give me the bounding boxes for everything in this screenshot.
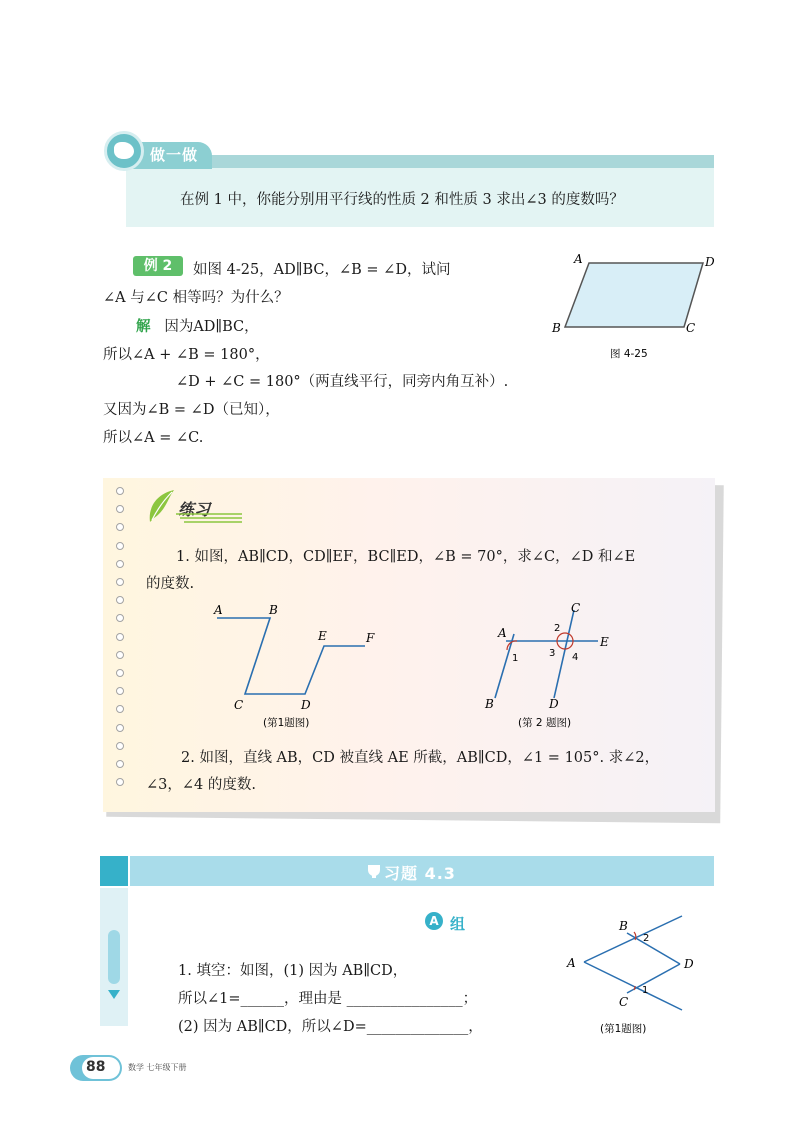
fig-caption: 图 4-25	[610, 348, 648, 360]
p1-label-f: F	[366, 631, 375, 645]
p1-label-b: B	[269, 603, 278, 617]
solution-first-line	[136, 315, 259, 336]
p1-label-e: E	[318, 629, 327, 643]
scroll-indicator	[108, 930, 120, 984]
p1-label-d: D	[301, 698, 311, 712]
binder-ring	[116, 669, 124, 677]
p1-caption: (第1题图)	[263, 717, 310, 729]
hand-icon	[114, 142, 134, 159]
p2-angle-1: 1	[512, 653, 519, 664]
p2-angle-3: 3	[549, 648, 556, 659]
p2-label-b: B	[485, 697, 494, 711]
activity-title: 做一做	[150, 146, 199, 164]
fig-label-a: A	[574, 252, 583, 266]
p1-label-c: C	[234, 698, 244, 712]
binder-ring	[116, 651, 124, 659]
exercise-q1-line-3: (2) 因为 AB∥CD，所以∠D=______________，	[178, 1019, 483, 1035]
ex-label-b: B	[619, 919, 628, 933]
ex-label-c: C	[619, 995, 629, 1009]
parallelogram-shape	[565, 263, 703, 327]
ex-angle-2: 2	[643, 933, 650, 944]
practice-figure-1	[205, 598, 395, 730]
practice-figure-2	[478, 598, 628, 733]
title-underline	[176, 512, 242, 524]
p2-label-d: D	[549, 697, 559, 711]
binder-ring	[116, 578, 124, 586]
fig-label-b: B	[552, 321, 561, 335]
cup-icon	[366, 862, 382, 880]
practice-q1-line-1: 1. 如图，AB∥CD，CD∥EF，BC∥ED，∠B = 70°，求∠C，∠D 和∠E	[176, 549, 636, 565]
exercise-title: 习题 4.3	[384, 864, 456, 883]
activity-text: 在例 1 中，你能分别用平行线的性质 2 和性质 3 求出∠3 的度数吗？	[180, 192, 624, 208]
down-arrow-icon	[108, 990, 120, 999]
ex-angle-1: 1	[642, 985, 649, 996]
p1-label-a: A	[214, 603, 223, 617]
solution-line-1: 所以∠A + ∠B = 180°，	[103, 347, 270, 363]
example-badge: 例 2	[133, 256, 183, 276]
binder-ring	[116, 487, 124, 495]
binder-ring	[116, 742, 124, 750]
exercise-q1-line-2: 所以∠1=______，理由是 ________________；	[178, 991, 478, 1007]
group-a-badge: A	[425, 912, 443, 930]
solution-line-0: 因为AD∥BC，	[164, 319, 259, 335]
solution-line-3: 又因为∠B = ∠D（已知），	[103, 402, 280, 418]
p2-caption: (第 2 题图)	[518, 717, 572, 729]
solution-line-2: ∠D + ∠C = 180°（两直线平行，同旁内角互补）.	[176, 374, 509, 390]
exercise-q1-line-1: 1. 填空：如图，(1) 因为 AB∥CD，	[178, 963, 408, 979]
practice-title: 练习	[178, 500, 211, 519]
practice-q2-line-1: 2. 如图，直线 AB，CD 被直线 AE 所截，AB∥CD，∠1 = 105°. 求∠2，	[181, 750, 660, 766]
group-label: 组	[450, 915, 466, 933]
example-text-line-1: 如图 4-25，AD∥BC，∠B = ∠D，试问	[193, 262, 451, 278]
binder-ring	[116, 724, 124, 732]
practice-q1-line-2: 的度数.	[146, 576, 195, 592]
exercise-corner-block	[100, 856, 128, 886]
ex-label-d: D	[684, 957, 694, 971]
page-number: 88	[86, 1059, 106, 1075]
binder-ring	[116, 542, 124, 550]
solution-label: 解	[136, 318, 151, 335]
exercise-figure-1	[560, 906, 700, 1038]
p2-label-e: E	[600, 635, 609, 649]
p2-label-a: A	[498, 626, 507, 640]
book-title: 数学 七年级下册	[128, 1063, 187, 1072]
fig-label-c: C	[686, 321, 696, 335]
p2-label-c: C	[571, 601, 581, 615]
practice-q2-line-2: ∠3，∠4 的度数.	[146, 777, 256, 793]
p2-angle-4: 4	[572, 652, 579, 663]
ex-caption: (第1题图)	[600, 1023, 647, 1035]
solution-line-4: 所以∠A = ∠C.	[103, 430, 204, 446]
figure-4-25	[548, 248, 728, 368]
fig-label-d: D	[705, 255, 715, 269]
binder-ring	[116, 633, 124, 641]
ex-label-a: A	[567, 956, 576, 970]
binder-ring	[116, 760, 124, 768]
example-text-line-2: ∠A 与∠C 相等吗？为什么？	[103, 290, 289, 306]
binder-ring	[116, 560, 124, 568]
p2-angle-2: 2	[554, 623, 561, 634]
activity-header-bar	[205, 155, 714, 168]
leaf-icon	[146, 488, 176, 524]
